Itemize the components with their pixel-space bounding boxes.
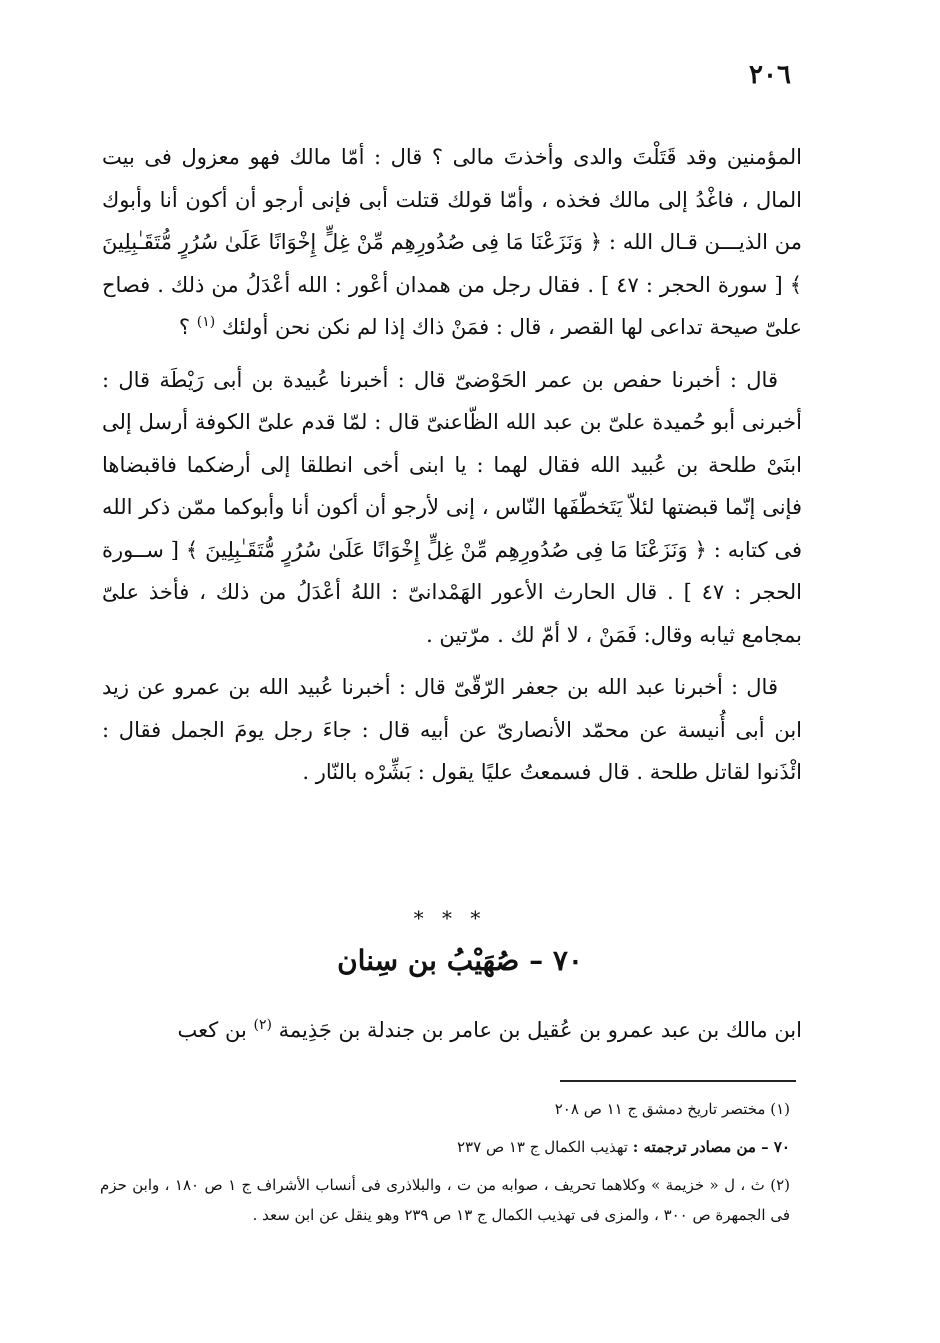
footnote-sources-text: تهذيب الكمال ج ١٣ ص ٢٣٧ xyxy=(457,1138,633,1156)
section-separator: * * * xyxy=(413,906,487,930)
paragraph-2 xyxy=(102,359,802,657)
paragraph-2-text: قال : أخبرنا حفص بن عمر الحَوْضىّ قال : أخبرنا عُبيدة بن أبى رَيْطَة قال : أخبرنى أبو حُميدة علىّ بن عبد الله الظّاعنىّ قال : لمّا قدم علىّ الكوفة أرسل إلى ابنَىْ طلحة بن عُبيد الله فقال لهما : يا ابنى أخى انطلقا إلى أرضكما فاقبضاها فإنى إنّما قبضتها لئلاّ يَتَخطّفَها النّاس ، إنى لأرجو أن أكون أنا وأبوكما ممّن ذكر الله فى كتابه : xyxy=(102,367,802,562)
footnote-sources xyxy=(100,1132,790,1162)
footnotes xyxy=(100,1094,790,1238)
page-number: ٢٠٦ xyxy=(749,60,791,90)
footnote-sources-label: ٧٠ – من مصادر ترجمته : xyxy=(632,1138,790,1156)
paragraph-3 xyxy=(102,666,802,794)
footnote-ref-1: (١) xyxy=(196,314,216,330)
paragraph-2-text-cont: [ ســورة الحجر : ٤٧ ] . قال الحارث الأعور الهَمْدانىّ : اللهُ أعْدَلُ من ذلك ، فأخذ علىّ بمجامع ثيابه وقال: فَمَنْ ، لا أمّ لك . مرّتين . xyxy=(102,537,802,647)
paragraph-3-text: قال : أخبرنا عبد الله بن جعفر الرّقّىّ قال : أخبرنا عُبيد الله بن عمرو عن زيد ابن أبى أُنيسة عن محمّد الأنصارىّ عن أبيه قال : جاءَ رجل يومَ الجمل فقال : ائْذَنوا لقاتل طلحة . قال فسمعتُ عليًا يقول : بَشِّرْه بالنّار . xyxy=(102,675,802,784)
footnote-2: (٢) ث ، ل « خزيمة » وكلاهما تحريف ، صوابه من ت ، والبلاذرى فى أنساب الأشراف ج ١ ص ١٨٠ ، وابن حزم فى الجمهرة ص ٣٠٠ ، والمزى فى تهذيب الكمال ج ١٣ ص ٢٣٩ وهو ينقل عن ابن سعد . xyxy=(100,1176,790,1224)
footnote-ref-2: (٢) xyxy=(253,1017,272,1033)
paragraph-1-text-cont: [ سورة الحجر : ٤٧ ] . فقال رجل من همدان أعْور : الله أعْدَلُ من ذلك . فصاح علىّ صيحة تداعى لها القصر ، قال : فمَنْ ذاك إذا لم نكن نحن أولئك xyxy=(102,272,802,339)
intro-text: ابن مالك بن عبد عمرو بن عُقيل بن عامر بن جندلة بن جَذِيمة xyxy=(271,1018,802,1042)
paragraph-1-text: المؤمنين وقد قَتَلْتَ والدى وأخذتَ مالى ؟ قال : أمّا مالك فهو معزول فى بيت المال ، فاغْدُ إلى مالك فخذه ، وأمّا قولك قتلت أبى فإنى أرجو أن أكون أنا وأبوك من الذيـــن قـال الله : xyxy=(102,145,802,254)
intro-line xyxy=(102,1010,802,1050)
quran-verse: ﴿ وَنَزَعْنَا مَا فِى صُدُورِهِم مِّنْ غِلٍّ إِخْوَانًا عَلَىٰ سُرُرٍ مُّتَقَـٰبِلِينَ ﴾ xyxy=(185,537,707,562)
footnote-1: (١) مختصر تاريخ دمشق ج ١١ ص ٢٠٨ xyxy=(554,1100,790,1118)
main-text xyxy=(102,136,802,804)
quran-verse: ﴿ وَنَزَعْنَا مَا فِى صُدُورِهِم مِّنْ غِلٍّ إِخْوَانًا عَلَىٰ سُرُرٍ مُّتَقَـٰبِلِينَ ﴾ xyxy=(102,230,802,297)
intro-text-cont: بن كعب xyxy=(177,1018,254,1042)
paragraph-1-end: ؟ xyxy=(178,315,197,339)
paragraph-1 xyxy=(102,136,802,349)
section-title: ٧٠ – صُهَيْبُ بن سِنان xyxy=(337,944,583,977)
footnote-divider xyxy=(560,1080,796,1082)
